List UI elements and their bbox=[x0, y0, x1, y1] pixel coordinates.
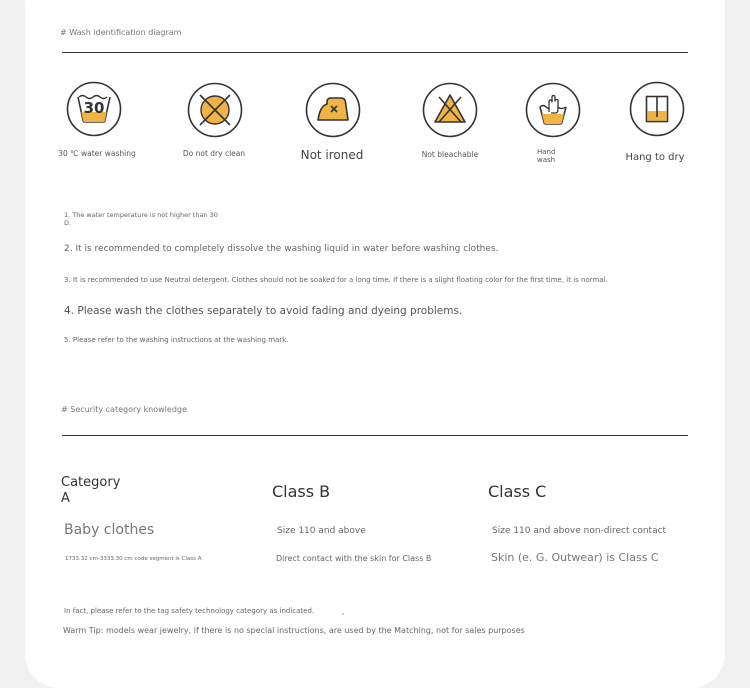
class-b-line1: Size 110 and above bbox=[277, 526, 366, 536]
hand-wash-icon bbox=[525, 82, 581, 138]
category-a-line1: Baby clothes bbox=[64, 522, 155, 538]
no-bleach-icon bbox=[422, 82, 478, 138]
no-dry-clean-icon bbox=[187, 82, 243, 138]
wash-30-icon bbox=[66, 81, 122, 137]
footnote-2: Warm Tip: models wear jewelry, if there is no special instructions, are used by the Matching, not for sales purposes bbox=[63, 626, 525, 635]
hand-wash-label-line2: wash bbox=[537, 155, 556, 164]
wash-note-1: 1. The water temperature is not higher than 30 bbox=[64, 211, 218, 219]
wash-30-label: 30 ℃ water washing bbox=[58, 149, 136, 158]
category-a-title bbox=[61, 475, 120, 507]
hang-dry-label: Hang to dry bbox=[625, 152, 685, 163]
class-b-line2: Direct contact with the skin for Class B bbox=[276, 554, 432, 563]
hand-wash-label bbox=[537, 149, 567, 164]
class-c-line1: Size 110 and above non-direct contact bbox=[492, 526, 667, 536]
footnote-1: In fact, please refer to the tag safety technology category as indicated. bbox=[64, 607, 315, 615]
security-section-header: # Security category knowledge bbox=[61, 405, 187, 414]
no-bleach-label: Not bleachable bbox=[421, 150, 479, 159]
footnote-1-mark: , bbox=[342, 608, 345, 616]
category-a-line2: 1733.32 cm-3333.30 cm code segment is Class A bbox=[65, 556, 202, 562]
category-a-title-line1: Category bbox=[61, 475, 121, 490]
wash-section-header: # Wash identification diagram bbox=[60, 28, 182, 37]
no-dry-clean-label: Do not dry clean bbox=[182, 149, 246, 158]
wash-note-2: 2. It is recommended to completely dissolve the washing liquid in water before washing clothes. bbox=[64, 244, 499, 254]
care-label-card bbox=[25, 0, 725, 688]
hang-dry-icon bbox=[629, 81, 685, 137]
security-divider bbox=[62, 435, 688, 436]
class-c-title: Class C bbox=[488, 482, 547, 501]
no-iron-label: Not ironed bbox=[300, 148, 364, 162]
wash-note-5: 5. Please refer to the washing instructions at the washing mark. bbox=[64, 336, 289, 344]
svg-text:30: 30 bbox=[83, 99, 105, 117]
no-iron-icon bbox=[305, 82, 361, 138]
class-b-title: Class B bbox=[272, 482, 331, 501]
wash-note-1-unit: D. bbox=[64, 219, 72, 227]
hand-wash-label-line1: Hand bbox=[537, 148, 556, 156]
class-c-line2: Skin (e. G. Outwear) is Class C bbox=[491, 551, 659, 564]
category-a-title-line2: A bbox=[61, 491, 70, 506]
wash-note-3: 3. It is recommended to use Neutral detergent. Clothes should not be soaked for a long time. If there is a slight floating color for the first time, it is normal. bbox=[64, 276, 608, 284]
wash-divider bbox=[62, 52, 688, 53]
wash-note-4: 4. Please wash the clothes separately to avoid fading and dyeing problems. bbox=[64, 305, 463, 317]
